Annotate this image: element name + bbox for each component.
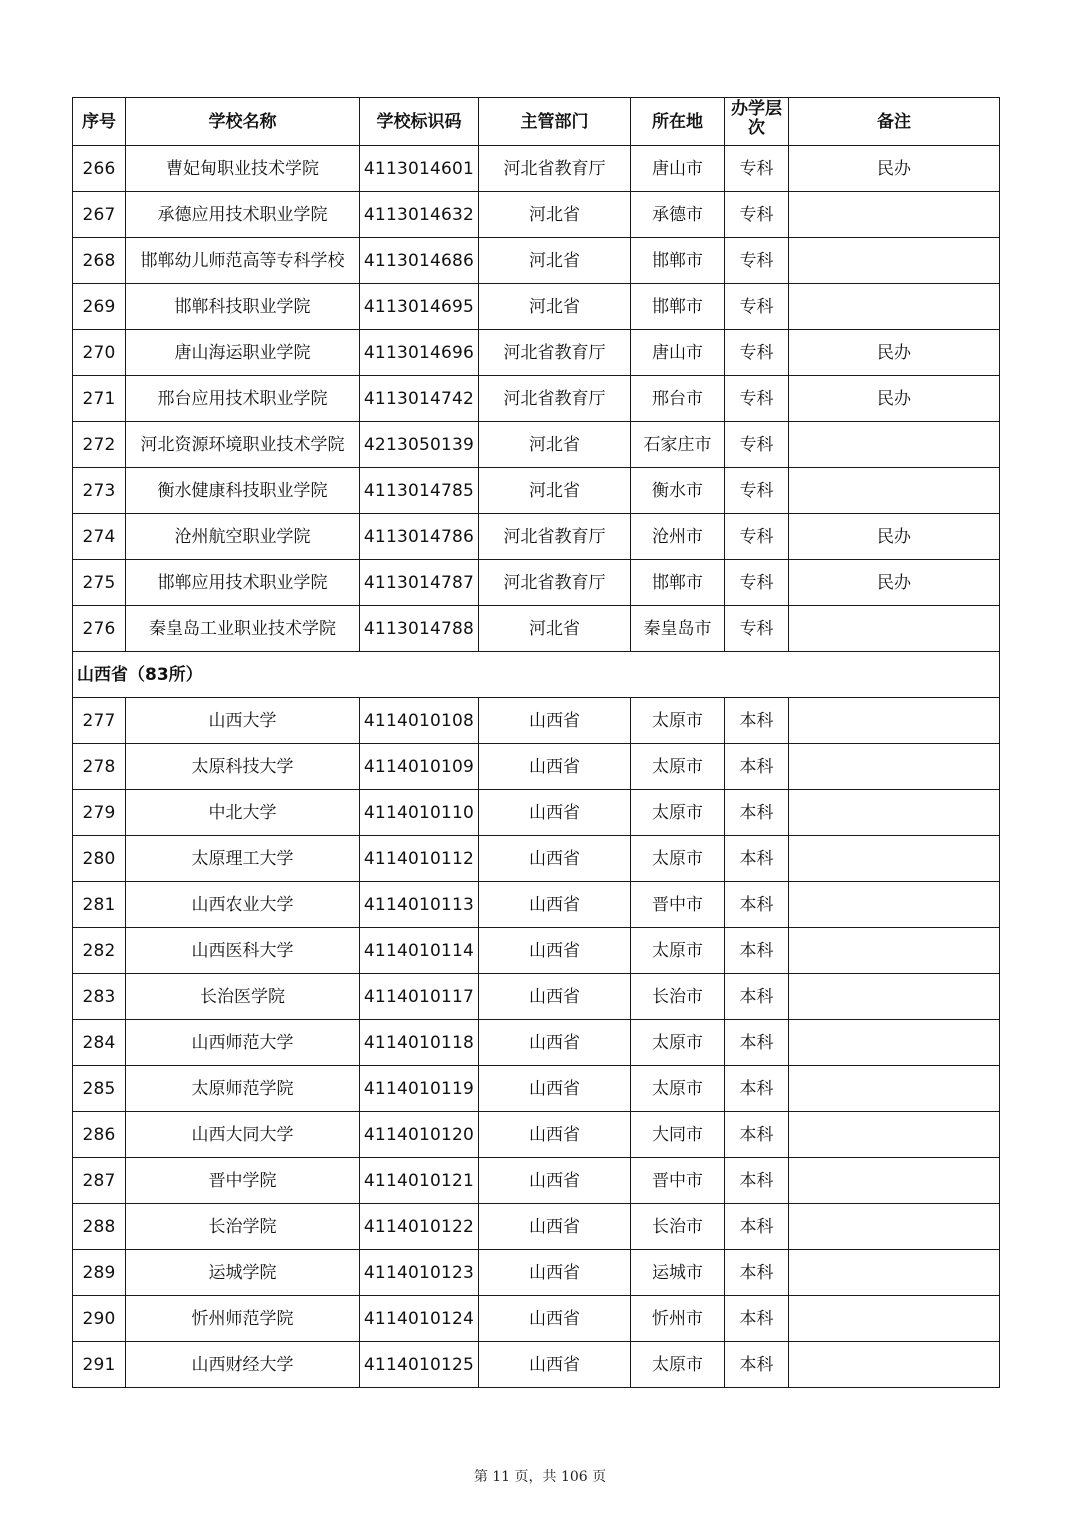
section-row bbox=[73, 652, 1000, 698]
cell-school-code: 4113014788 bbox=[360, 606, 479, 652]
table-row bbox=[73, 882, 1000, 928]
table-row bbox=[73, 1250, 1000, 1296]
cell-department: 山西省 bbox=[479, 882, 631, 928]
cell-department: 河北省 bbox=[479, 606, 631, 652]
cell-location: 晋中市 bbox=[631, 882, 725, 928]
cell-school-name: 承德应用技术职业学院 bbox=[126, 192, 360, 238]
cell-location: 太原市 bbox=[631, 790, 725, 836]
cell-remarks bbox=[789, 284, 1000, 330]
cell-school-name: 山西师范大学 bbox=[126, 1020, 360, 1066]
table-row bbox=[73, 698, 1000, 744]
cell-school-name: 忻州师范学院 bbox=[126, 1296, 360, 1342]
cell-serial: 291 bbox=[73, 1342, 126, 1388]
cell-department: 河北省教育厅 bbox=[479, 514, 631, 560]
cell-remarks: 民办 bbox=[789, 376, 1000, 422]
cell-school-name: 邯郸幼儿师范高等专科学校 bbox=[126, 238, 360, 284]
cell-school-name: 山西大学 bbox=[126, 698, 360, 744]
cell-level: 本科 bbox=[725, 1112, 789, 1158]
cell-department: 山西省 bbox=[479, 698, 631, 744]
cell-location: 沧州市 bbox=[631, 514, 725, 560]
cell-school-code: 4213050139 bbox=[360, 422, 479, 468]
cell-school-name: 长治学院 bbox=[126, 1204, 360, 1250]
cell-location: 邯郸市 bbox=[631, 560, 725, 606]
cell-department: 河北省 bbox=[479, 468, 631, 514]
cell-remarks bbox=[789, 1204, 1000, 1250]
cell-department: 山西省 bbox=[479, 1158, 631, 1204]
cell-remarks: 民办 bbox=[789, 146, 1000, 192]
cell-serial: 267 bbox=[73, 192, 126, 238]
cell-serial: 270 bbox=[73, 330, 126, 376]
cell-school-code: 4114010124 bbox=[360, 1296, 479, 1342]
cell-school-code: 4114010112 bbox=[360, 836, 479, 882]
cell-level: 本科 bbox=[725, 1066, 789, 1112]
cell-serial: 276 bbox=[73, 606, 126, 652]
cell-school-name: 中北大学 bbox=[126, 790, 360, 836]
cell-level: 专科 bbox=[725, 422, 789, 468]
cell-school-name: 邢台应用技术职业学院 bbox=[126, 376, 360, 422]
table-row bbox=[73, 928, 1000, 974]
cell-level: 专科 bbox=[725, 606, 789, 652]
cell-school-name: 衡水健康科技职业学院 bbox=[126, 468, 360, 514]
cell-serial: 279 bbox=[73, 790, 126, 836]
cell-department: 河北省教育厅 bbox=[479, 560, 631, 606]
cell-school-code: 4114010114 bbox=[360, 928, 479, 974]
cell-department: 河北省教育厅 bbox=[479, 146, 631, 192]
cell-level: 本科 bbox=[725, 1250, 789, 1296]
cell-serial: 280 bbox=[73, 836, 126, 882]
cell-school-name: 邯郸应用技术职业学院 bbox=[126, 560, 360, 606]
rows-group-hebei bbox=[73, 146, 1000, 652]
cell-department: 山西省 bbox=[479, 1066, 631, 1112]
cell-remarks bbox=[789, 974, 1000, 1020]
cell-department: 河北省 bbox=[479, 284, 631, 330]
cell-remarks bbox=[789, 1112, 1000, 1158]
cell-department: 山西省 bbox=[479, 1342, 631, 1388]
cell-department: 河北省 bbox=[479, 192, 631, 238]
cell-location: 大同市 bbox=[631, 1112, 725, 1158]
cell-location: 太原市 bbox=[631, 928, 725, 974]
cell-remarks bbox=[789, 606, 1000, 652]
cell-serial: 290 bbox=[73, 1296, 126, 1342]
cell-remarks bbox=[789, 698, 1000, 744]
cell-location: 衡水市 bbox=[631, 468, 725, 514]
cell-school-code: 4113014785 bbox=[360, 468, 479, 514]
cell-level: 本科 bbox=[725, 698, 789, 744]
table-row bbox=[73, 790, 1000, 836]
cell-school-name: 山西农业大学 bbox=[126, 882, 360, 928]
cell-level: 本科 bbox=[725, 1342, 789, 1388]
cell-serial: 269 bbox=[73, 284, 126, 330]
cell-location: 忻州市 bbox=[631, 1296, 725, 1342]
cell-school-name: 秦皇岛工业职业技术学院 bbox=[126, 606, 360, 652]
cell-school-code: 4113014686 bbox=[360, 238, 479, 284]
cell-level: 专科 bbox=[725, 192, 789, 238]
cell-location: 石家庄市 bbox=[631, 422, 725, 468]
cell-school-name: 唐山海运职业学院 bbox=[126, 330, 360, 376]
table-row bbox=[73, 238, 1000, 284]
table-row bbox=[73, 1112, 1000, 1158]
cell-location: 太原市 bbox=[631, 1020, 725, 1066]
cell-school-code: 4114010122 bbox=[360, 1204, 479, 1250]
table-row bbox=[73, 514, 1000, 560]
header-school-name: 学校名称 bbox=[126, 98, 360, 146]
cell-school-name: 沧州航空职业学院 bbox=[126, 514, 360, 560]
cell-level: 专科 bbox=[725, 146, 789, 192]
cell-location: 长治市 bbox=[631, 1204, 725, 1250]
cell-school-name: 山西大同大学 bbox=[126, 1112, 360, 1158]
cell-department: 山西省 bbox=[479, 1112, 631, 1158]
table-row bbox=[73, 422, 1000, 468]
table-row bbox=[73, 1066, 1000, 1112]
cell-serial: 278 bbox=[73, 744, 126, 790]
table-row bbox=[73, 330, 1000, 376]
cell-school-code: 4114010117 bbox=[360, 974, 479, 1020]
table-row bbox=[73, 192, 1000, 238]
cell-level: 专科 bbox=[725, 238, 789, 284]
cell-level: 本科 bbox=[725, 882, 789, 928]
cell-school-code: 4114010113 bbox=[360, 882, 479, 928]
cell-location: 唐山市 bbox=[631, 146, 725, 192]
cell-location: 运城市 bbox=[631, 1250, 725, 1296]
cell-serial: 283 bbox=[73, 974, 126, 1020]
table-row bbox=[73, 744, 1000, 790]
cell-location: 邢台市 bbox=[631, 376, 725, 422]
cell-level: 本科 bbox=[725, 1296, 789, 1342]
cell-remarks bbox=[789, 928, 1000, 974]
cell-remarks bbox=[789, 882, 1000, 928]
cell-school-code: 4113014696 bbox=[360, 330, 479, 376]
rows-group-shanxi bbox=[73, 698, 1000, 1388]
table-row bbox=[73, 1158, 1000, 1204]
cell-serial: 285 bbox=[73, 1066, 126, 1112]
school-roster-table bbox=[72, 97, 1000, 1388]
cell-department: 山西省 bbox=[479, 790, 631, 836]
cell-department: 山西省 bbox=[479, 928, 631, 974]
table-row bbox=[73, 1342, 1000, 1388]
cell-serial: 284 bbox=[73, 1020, 126, 1066]
cell-location: 太原市 bbox=[631, 744, 725, 790]
cell-school-name: 山西医科大学 bbox=[126, 928, 360, 974]
cell-department: 山西省 bbox=[479, 1250, 631, 1296]
cell-serial: 282 bbox=[73, 928, 126, 974]
table-row bbox=[73, 1020, 1000, 1066]
cell-location: 唐山市 bbox=[631, 330, 725, 376]
cell-serial: 274 bbox=[73, 514, 126, 560]
cell-remarks bbox=[789, 1066, 1000, 1112]
cell-level: 本科 bbox=[725, 1204, 789, 1250]
table-row bbox=[73, 1204, 1000, 1250]
cell-serial: 271 bbox=[73, 376, 126, 422]
cell-remarks bbox=[789, 744, 1000, 790]
cell-remarks bbox=[789, 422, 1000, 468]
cell-serial: 268 bbox=[73, 238, 126, 284]
cell-serial: 281 bbox=[73, 882, 126, 928]
cell-school-name: 山西财经大学 bbox=[126, 1342, 360, 1388]
page-footer: 第 11 页，共 106 页 bbox=[473, 1469, 607, 1485]
cell-remarks: 民办 bbox=[789, 330, 1000, 376]
cell-school-code: 4113014787 bbox=[360, 560, 479, 606]
cell-department: 山西省 bbox=[479, 1204, 631, 1250]
cell-department: 河北省教育厅 bbox=[479, 376, 631, 422]
cell-location: 邯郸市 bbox=[631, 284, 725, 330]
cell-remarks bbox=[789, 1342, 1000, 1388]
cell-school-code: 4113014632 bbox=[360, 192, 479, 238]
header-location: 所在地 bbox=[631, 98, 725, 146]
cell-remarks bbox=[789, 1250, 1000, 1296]
cell-level: 专科 bbox=[725, 330, 789, 376]
table-row bbox=[73, 836, 1000, 882]
cell-level: 专科 bbox=[725, 560, 789, 606]
section-group bbox=[73, 652, 1000, 698]
cell-school-code: 4114010118 bbox=[360, 1020, 479, 1066]
table-row bbox=[73, 606, 1000, 652]
cell-serial: 287 bbox=[73, 1158, 126, 1204]
cell-school-code: 4113014742 bbox=[360, 376, 479, 422]
cell-location: 秦皇岛市 bbox=[631, 606, 725, 652]
cell-remarks bbox=[789, 468, 1000, 514]
table-row bbox=[73, 376, 1000, 422]
cell-school-name: 曹妃甸职业技术学院 bbox=[126, 146, 360, 192]
cell-school-name: 河北资源环境职业技术学院 bbox=[126, 422, 360, 468]
cell-location: 太原市 bbox=[631, 836, 725, 882]
cell-location: 太原市 bbox=[631, 698, 725, 744]
cell-department: 河北省 bbox=[479, 238, 631, 284]
cell-level: 专科 bbox=[725, 376, 789, 422]
cell-location: 承德市 bbox=[631, 192, 725, 238]
cell-school-code: 4113014786 bbox=[360, 514, 479, 560]
table-row bbox=[73, 560, 1000, 606]
cell-school-code: 4114010125 bbox=[360, 1342, 479, 1388]
table-header-row bbox=[73, 98, 1000, 146]
table-row bbox=[73, 468, 1000, 514]
header-department: 主管部门 bbox=[479, 98, 631, 146]
cell-level: 本科 bbox=[725, 744, 789, 790]
cell-remarks bbox=[789, 836, 1000, 882]
cell-level: 专科 bbox=[725, 284, 789, 330]
table-row bbox=[73, 974, 1000, 1020]
cell-school-code: 4114010119 bbox=[360, 1066, 479, 1112]
cell-school-name: 邯郸科技职业学院 bbox=[126, 284, 360, 330]
cell-serial: 277 bbox=[73, 698, 126, 744]
cell-remarks bbox=[789, 790, 1000, 836]
section-label: 山西省（83所） bbox=[73, 652, 1000, 698]
cell-school-name: 太原师范学院 bbox=[126, 1066, 360, 1112]
cell-school-code: 4114010121 bbox=[360, 1158, 479, 1204]
cell-school-name: 太原理工大学 bbox=[126, 836, 360, 882]
header-school-code: 学校标识码 bbox=[360, 98, 479, 146]
cell-school-code: 4114010123 bbox=[360, 1250, 479, 1296]
cell-department: 山西省 bbox=[479, 744, 631, 790]
cell-remarks bbox=[789, 1158, 1000, 1204]
header-serial: 序号 bbox=[73, 98, 126, 146]
cell-location: 晋中市 bbox=[631, 1158, 725, 1204]
header-remarks: 备注 bbox=[789, 98, 1000, 146]
table-row bbox=[73, 146, 1000, 192]
cell-department: 河北省教育厅 bbox=[479, 330, 631, 376]
cell-department: 山西省 bbox=[479, 974, 631, 1020]
cell-school-name: 晋中学院 bbox=[126, 1158, 360, 1204]
cell-level: 本科 bbox=[725, 974, 789, 1020]
cell-school-code: 4114010120 bbox=[360, 1112, 479, 1158]
cell-location: 太原市 bbox=[631, 1066, 725, 1112]
cell-school-code: 4114010108 bbox=[360, 698, 479, 744]
cell-serial: 286 bbox=[73, 1112, 126, 1158]
cell-school-name: 长治医学院 bbox=[126, 974, 360, 1020]
cell-remarks: 民办 bbox=[789, 514, 1000, 560]
table-row bbox=[73, 284, 1000, 330]
cell-level: 本科 bbox=[725, 790, 789, 836]
cell-serial: 266 bbox=[73, 146, 126, 192]
cell-level: 本科 bbox=[725, 1020, 789, 1066]
cell-remarks bbox=[789, 192, 1000, 238]
cell-remarks: 民办 bbox=[789, 560, 1000, 606]
cell-level: 专科 bbox=[725, 514, 789, 560]
cell-school-code: 4113014695 bbox=[360, 284, 479, 330]
cell-remarks bbox=[789, 1296, 1000, 1342]
header-level: 办学层次 bbox=[725, 98, 789, 146]
cell-department: 山西省 bbox=[479, 1020, 631, 1066]
cell-school-code: 4114010109 bbox=[360, 744, 479, 790]
cell-school-name: 运城学院 bbox=[126, 1250, 360, 1296]
cell-department: 山西省 bbox=[479, 1296, 631, 1342]
cell-remarks bbox=[789, 238, 1000, 284]
cell-serial: 289 bbox=[73, 1250, 126, 1296]
cell-serial: 288 bbox=[73, 1204, 126, 1250]
cell-school-code: 4114010110 bbox=[360, 790, 479, 836]
cell-location: 太原市 bbox=[631, 1342, 725, 1388]
cell-level: 专科 bbox=[725, 468, 789, 514]
cell-location: 长治市 bbox=[631, 974, 725, 1020]
cell-department: 山西省 bbox=[479, 836, 631, 882]
cell-school-name: 太原科技大学 bbox=[126, 744, 360, 790]
cell-department: 河北省 bbox=[479, 422, 631, 468]
table-row bbox=[73, 1296, 1000, 1342]
cell-serial: 273 bbox=[73, 468, 126, 514]
cell-level: 本科 bbox=[725, 1158, 789, 1204]
cell-serial: 272 bbox=[73, 422, 126, 468]
cell-school-code: 4113014601 bbox=[360, 146, 479, 192]
cell-serial: 275 bbox=[73, 560, 126, 606]
cell-location: 邯郸市 bbox=[631, 238, 725, 284]
cell-level: 本科 bbox=[725, 836, 789, 882]
cell-level: 本科 bbox=[725, 928, 789, 974]
cell-remarks bbox=[789, 1020, 1000, 1066]
